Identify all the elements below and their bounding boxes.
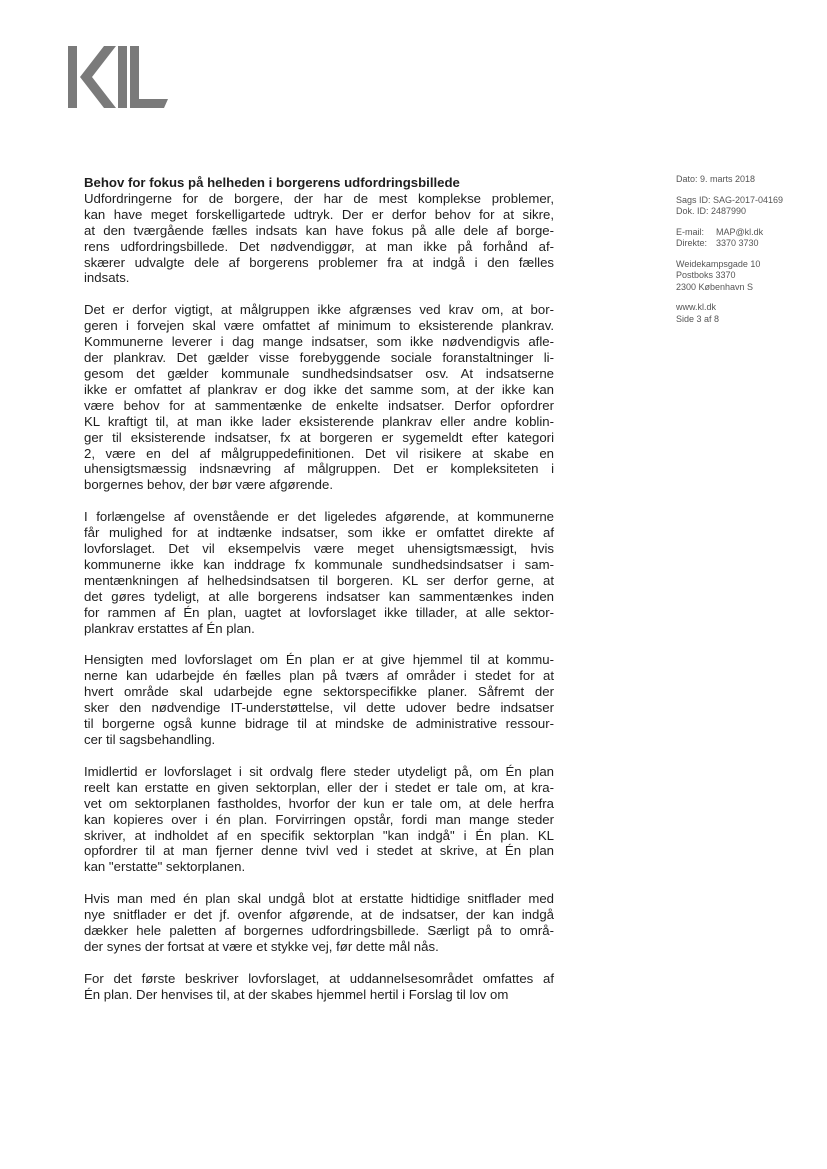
body-paragraph [84, 302, 554, 493]
text-line: rens udfordringsbillede. Det nødvendiggør, at man ikke på forhånd af- [84, 238, 554, 254]
text-line: uhensigtsmæssig indsnævring af målgruppen. Det er kompleksiteten i [84, 461, 554, 477]
meta-dok-id: Dok. ID: 2487990 [676, 206, 747, 216]
text-line: nye snitflader er det jf. ovenfor afgørende, at de indsatser, der kan indgå [84, 907, 554, 923]
text-line: sker den nødvendige IT-understøttelse, vil dette udover bedre indsatser [84, 700, 554, 716]
body-paragraph [84, 652, 554, 747]
text-line: 2, være en del af målgruppedefinitionen. Det vil risikere at skabe en [84, 445, 554, 461]
section-heading: Behov for fokus på helheden i borgerens udfordringsbillede [84, 175, 460, 190]
text-line: Imidlertid er lovforslaget i sit ordvalg flere steder utydeligt på, om Én plan [84, 763, 554, 779]
text-line: der plankrav. Det gælder visse forebyggende sociale foranstaltninger li- [84, 350, 554, 366]
text-line: nerne kan udarbejde én fælles plan på tværs af områder i stedet for at [84, 668, 554, 684]
meta-direkte-label: Direkte: [676, 238, 708, 248]
document-body [84, 175, 554, 1019]
text-line: dækker hele paletten af borgernes udfordringsbillede. Særligt på to områ- [84, 923, 554, 939]
meta-page-number: Side 3 af 8 [676, 313, 720, 324]
text-line: Én plan. Der henvises til, at der skabes hjemmel hertil i Forslag til lov om [84, 986, 509, 1002]
text-line: kan have meget forskelligartede udtryk. Der er derfor behov for at sikre, [84, 206, 554, 222]
text-line: kan kopieres over i én plan. Forvirringen opstår, fordi man mange steder [84, 811, 554, 827]
text-line: være behov for at sammentænke de enkelte indsatser. Derfor opfordrer [84, 397, 554, 413]
text-line: cer til sagsbehandling. [84, 732, 216, 747]
address-line: Postboks 3370 [676, 270, 736, 280]
text-line: Hensigten med lovforslaget om Én plan er at give hjemmel til at kommu- [84, 652, 554, 668]
text-line: kommunerne ikke kan inddrage fx kommunale sundhedsindsatser i sam- [84, 556, 554, 572]
text-line: Hvis man med én plan skal undgå blot at erstatte hidtidige snitflader med [84, 891, 554, 907]
text-line: vet om sektorplanen fastholdes, hvorfor der kun er tale om, at dele herfra [84, 795, 554, 811]
address-line: 2300 København S [676, 281, 754, 292]
text-line: hvert område skal udarbejde egne sektorspecifikke planer. Såfremt der [84, 684, 554, 700]
text-line: borgernes behov, der bør være afgørende. [84, 477, 333, 493]
text-line: gesom det gælder kommunale sundhedsindsatser osv. At indsatserne [84, 365, 554, 381]
text-line: skærer udvalgte dele af borgerens problemer fra at indgå i den fælles [84, 254, 554, 270]
paragraphs [84, 191, 554, 1003]
text-line: reelt kan erstatte en given sektorplan, eller der i stedet er tale om, at kra- [84, 779, 554, 795]
body-paragraph [84, 509, 554, 636]
text-line: for rammen af Én plan, uagtet at lovforslaget ikke tillader, at alle sektor- [84, 604, 554, 620]
text-line: Udfordringerne for de borgere, der har de mest komplekse problemer, [84, 190, 554, 206]
text-line: mentænkningen af helhedsindsatsen til borgeren. KL ser derfor gerne, at [84, 572, 554, 588]
text-line: lovforslaget. Det vil eksempelvis være meget uhensigtsmæssigt, hvis [84, 541, 554, 557]
text-line: at den tværgående fælles indsats kan have fokus på alle dele af borge- [84, 222, 554, 238]
text-line: skriver, at indholdet af en specifik sektorplan "kan indgå" i Én plan. KL [84, 827, 554, 843]
kl-logo [68, 46, 168, 108]
text-line: det gøres tydeligt, at alle borgerens indsatser kan sammentænkes inden [84, 588, 554, 604]
meta-address [676, 259, 816, 294]
meta-date: Dato: 9. marts 2018 [676, 174, 756, 184]
text-line: For det første beskriver lovforslaget, at uddannelsesområdet omfattes af [84, 970, 554, 986]
meta-email-label: E-mail: [676, 226, 705, 237]
meta-web[interactable]: www.kl.dk [676, 302, 717, 312]
body-paragraph [84, 971, 554, 1003]
body-paragraph [84, 764, 554, 875]
text-line: til borgerne også kunne bidrage til at mindske de administrative ressour- [84, 716, 554, 732]
text-line: I forlængelse af ovenstående er det ligeledes afgørende, at kommunerne [84, 509, 554, 525]
text-line: ger til eksisterende indsatser, fx at borgeren er sygemeldt efter kategori [84, 429, 554, 445]
text-line: indsats. [84, 270, 130, 286]
text-line: geren i forvejen skal være omfattet af minimum to eksisterende plankrav. [84, 318, 554, 334]
text-line: kan "erstatte" sektorplanen. [84, 859, 246, 875]
meta-direkte-value: 3370 3730 [716, 238, 759, 248]
meta-sags-id: Sags ID: SAG-2017-04169 [676, 194, 784, 205]
text-line: KL kraftigt til, at man ikke lader eksisterende plankrav eller andre koblin- [84, 413, 554, 429]
meta-email-value[interactable]: MAP@kl.dk [716, 226, 764, 237]
text-line: Kommunerne leverer i dag mange indsatser, som ikke nødvendigvis afle- [84, 334, 554, 350]
document-meta [676, 174, 816, 334]
text-line: der synes der fortsat at være et stykke vej, før dette mål nås. [84, 938, 439, 954]
text-line: Det er derfor vigtigt, at målgruppen ikke afgrænses ved krav om, at bor- [84, 302, 554, 318]
body-paragraph [84, 891, 554, 955]
text-line: ikke er omfattet af plankrav er dog ikke det samme som, at der ikke kan [84, 381, 554, 397]
body-paragraph [84, 191, 554, 286]
text-line: plankrav erstattes af Én plan. [84, 620, 255, 636]
text-line: opfordrer til at man fjerner denne tvivl ved i stedet at skrive, at Én plan [84, 843, 554, 859]
text-line: får mulighed for at indtænke indsatser, som ikke er omfattet direkte af [84, 525, 554, 541]
address-line: Weidekampsgade 10 [676, 258, 761, 269]
